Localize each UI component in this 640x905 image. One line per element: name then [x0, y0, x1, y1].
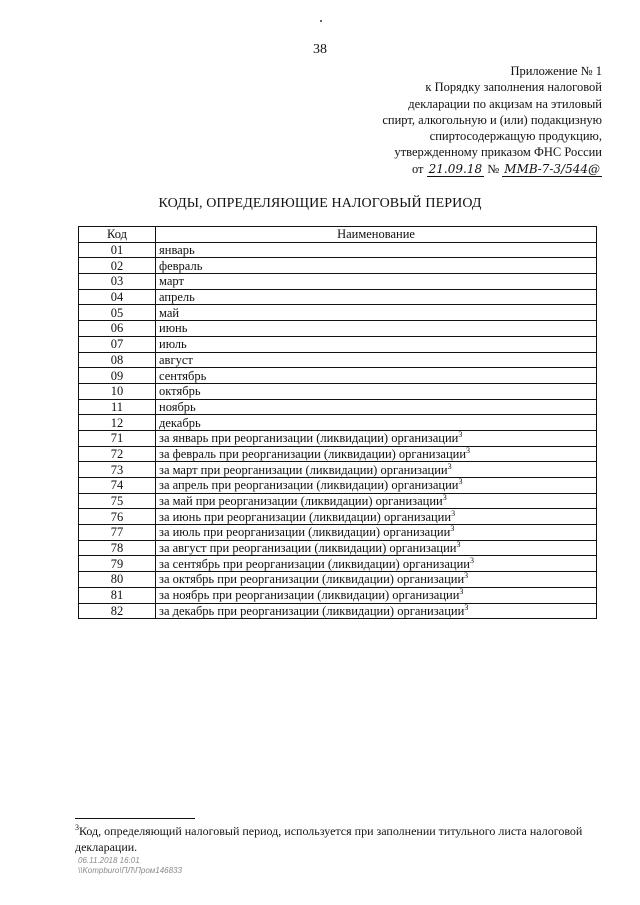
- order-date: 21.09.18: [428, 161, 483, 176]
- code-cell: 79: [79, 556, 156, 572]
- column-header-code: Код: [79, 227, 156, 243]
- code-cell: 76: [79, 509, 156, 525]
- code-cell: 80: [79, 572, 156, 588]
- table-row: [79, 509, 597, 525]
- code-cell: 08: [79, 352, 156, 368]
- footnote-text: Код, определяющий налоговый период, используется при заполнении титульного листа налоговой декларации.: [75, 824, 583, 854]
- name-cell: [156, 352, 597, 368]
- name-cell: [156, 383, 597, 399]
- name-cell: [156, 509, 597, 525]
- print-stamp: [78, 856, 182, 876]
- name-cell: [156, 525, 597, 541]
- name-cell: [156, 399, 597, 415]
- code-cell: 81: [79, 587, 156, 603]
- name-cell: [156, 603, 597, 619]
- name-cell: [156, 478, 597, 494]
- code-cell: 07: [79, 336, 156, 352]
- footnote-reference: 3: [456, 539, 461, 549]
- footnote-reference: 3: [469, 555, 474, 565]
- table-row: [79, 383, 597, 399]
- appendix-line: к Порядку заполнения налоговой: [425, 80, 602, 95]
- code-cell: 02: [79, 258, 156, 274]
- print-stamp-date: 06.11.2018 16:01: [78, 856, 140, 865]
- footnote-reference: 3: [458, 430, 463, 440]
- name-cell: [156, 289, 597, 305]
- footnote-divider: [75, 818, 195, 819]
- appendix-header: [302, 63, 602, 177]
- order-date-line: [302, 161, 602, 177]
- name-cell: [156, 572, 597, 588]
- code-cell: 04: [79, 289, 156, 305]
- order-number: ММВ-7-3/544@: [504, 161, 600, 176]
- name-cell: [156, 336, 597, 352]
- table-row: [79, 603, 597, 619]
- table-row: [79, 525, 597, 541]
- table-row: [79, 587, 597, 603]
- name-cell: [156, 493, 597, 509]
- footnote-reference: 3: [458, 477, 463, 487]
- period-name: за апрель при реорганизации (ликвидации) организации: [159, 478, 459, 493]
- code-cell: 77: [79, 525, 156, 541]
- period-name: за сентябрь при реорганизации (ликвидации) организации: [159, 556, 470, 571]
- table-row: [79, 446, 597, 462]
- table-row: [79, 289, 597, 305]
- name-cell: [156, 274, 597, 290]
- code-cell: 73: [79, 462, 156, 478]
- period-name: ноябрь: [159, 399, 196, 414]
- code-cell: 74: [79, 478, 156, 494]
- table-row: [79, 572, 597, 588]
- period-name: октябрь: [159, 384, 201, 399]
- period-name: декабрь: [159, 415, 201, 430]
- code-cell: 82: [79, 603, 156, 619]
- footnote-reference: 3: [466, 445, 471, 455]
- footnote-reference: 3: [442, 492, 447, 502]
- table-row: [79, 336, 597, 352]
- name-cell: [156, 430, 597, 446]
- footnote-mark: 3: [75, 823, 79, 832]
- name-cell: [156, 556, 597, 572]
- period-name: за июль при реорганизации (ликвидации) организации: [159, 525, 451, 540]
- footnote: [75, 823, 585, 855]
- code-cell: 78: [79, 540, 156, 556]
- table-row: [79, 556, 597, 572]
- name-cell: [156, 258, 597, 274]
- code-cell: 75: [79, 493, 156, 509]
- scan-speck: [320, 20, 322, 22]
- date-prefix: от: [411, 161, 424, 176]
- appendix-line: декларации по акцизам на этиловый: [408, 96, 602, 111]
- column-header-name: Наименование: [156, 227, 597, 243]
- name-cell: [156, 368, 597, 384]
- period-name: июль: [159, 337, 187, 352]
- footnote-reference: 3: [451, 508, 456, 518]
- code-cell: 12: [79, 415, 156, 431]
- code-cell: 72: [79, 446, 156, 462]
- code-cell: 06: [79, 321, 156, 337]
- appendix-line: спиртосодержащую продукцию,: [429, 129, 602, 144]
- table-row: [79, 352, 597, 368]
- period-codes-table: [78, 226, 597, 619]
- period-name: за ноябрь при реорганизации (ликвидации) организации: [159, 588, 460, 603]
- code-cell: 05: [79, 305, 156, 321]
- period-name: июнь: [159, 321, 188, 336]
- page-number: 38: [313, 42, 327, 57]
- appendix-line: спирт, алкогольную и (или) подакцизную: [382, 112, 602, 127]
- period-name: за май при реорганизации (ликвидации) организации: [159, 494, 443, 509]
- name-cell: [156, 305, 597, 321]
- table-row: [79, 321, 597, 337]
- period-name: за декабрь при реорганизации (ликвидации) организации: [159, 603, 465, 618]
- table-row: [79, 540, 597, 556]
- footnote-reference: 3: [450, 524, 455, 534]
- appendix-line: Приложение № 1: [510, 64, 602, 78]
- period-name: май: [159, 305, 180, 320]
- print-stamp-path: \\Kompburo\ПЛ\Пром146833: [78, 866, 182, 875]
- name-cell: [156, 415, 597, 431]
- appendix-line: утвержденному приказом ФНС России: [394, 145, 602, 160]
- table-row: [79, 305, 597, 321]
- name-cell: [156, 462, 597, 478]
- period-name: за август при реорганизации (ликвидации) организации: [159, 541, 457, 556]
- period-name: сентябрь: [159, 368, 207, 383]
- table-row: [79, 242, 597, 258]
- period-name: март: [159, 274, 184, 289]
- code-cell: 09: [79, 368, 156, 384]
- footnote-reference: 3: [464, 571, 469, 581]
- period-name: апрель: [159, 290, 195, 305]
- code-cell: 03: [79, 274, 156, 290]
- footnote-reference: 3: [447, 461, 452, 471]
- table-row: [79, 368, 597, 384]
- table-row: [79, 478, 597, 494]
- footnote-reference: 3: [459, 587, 464, 596]
- code-cell: 10: [79, 383, 156, 399]
- name-cell: [156, 587, 597, 603]
- period-name: за январь при реорганизации (ликвидации) организации: [159, 431, 459, 446]
- footnote-reference: 3: [464, 602, 469, 612]
- period-name: февраль: [159, 258, 203, 273]
- table-row: [79, 399, 597, 415]
- table-header-row: [79, 227, 597, 243]
- name-cell: [156, 540, 597, 556]
- period-name: за февраль при реорганизации (ликвидации) организации: [159, 446, 467, 461]
- table-row: [79, 415, 597, 431]
- table-body: [79, 242, 597, 619]
- period-name: август: [159, 352, 193, 367]
- table-row: [79, 493, 597, 509]
- table-row: [79, 274, 597, 290]
- code-cell: 71: [79, 430, 156, 446]
- number-prefix: №: [487, 161, 500, 176]
- table-row: [79, 258, 597, 274]
- period-name: за октябрь при реорганизации (ликвидации) организации: [159, 572, 465, 587]
- name-cell: [156, 242, 597, 258]
- code-cell: 01: [79, 242, 156, 258]
- table-row: [79, 430, 597, 446]
- table-row: [79, 462, 597, 478]
- name-cell: [156, 321, 597, 337]
- period-name: за июнь при реорганизации (ликвидации) организации: [159, 509, 452, 524]
- period-name: январь: [159, 243, 195, 258]
- name-cell: [156, 446, 597, 462]
- document-title: КОДЫ, ОПРЕДЕЛЯЮЩИЕ НАЛОГОВЫЙ ПЕРИОД: [158, 196, 482, 211]
- code-cell: 11: [79, 399, 156, 415]
- period-name: за март при реорганизации (ликвидации) организации: [159, 462, 448, 477]
